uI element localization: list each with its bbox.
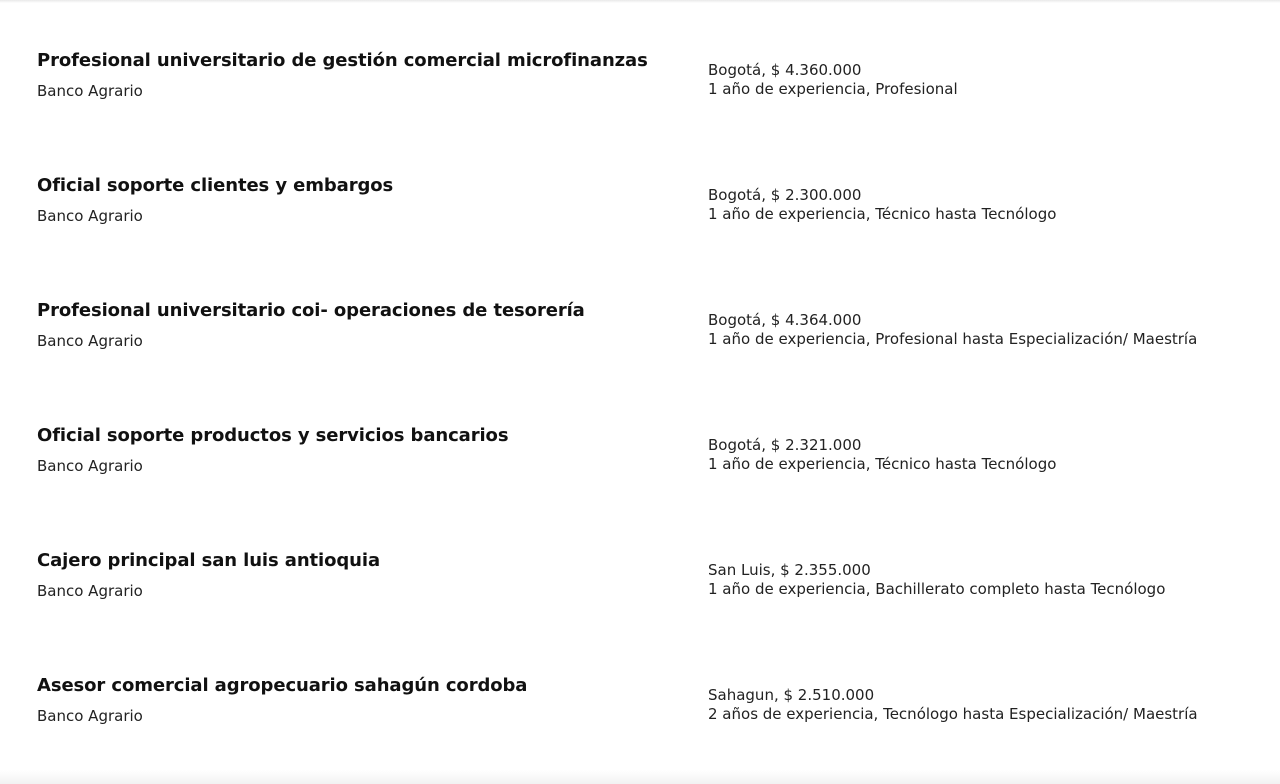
job-title[interactable]: Oficial soporte clientes y embargos — [37, 175, 394, 196]
job-details — [708, 436, 1056, 474]
location-salary: Bogotá, $ 4.364.000 — [708, 311, 862, 329]
company-name: Banco Agrario — [37, 207, 143, 225]
job-listing[interactable] — [0, 250, 1280, 375]
job-listing[interactable] — [0, 125, 1280, 250]
job-details — [708, 61, 958, 99]
job-listing[interactable] — [0, 375, 1280, 500]
company-name: Banco Agrario — [37, 582, 143, 600]
job-title[interactable]: Cajero principal san luis antioquia — [37, 550, 380, 571]
location-salary: San Luis, $ 2.355.000 — [708, 561, 871, 579]
company-name: Banco Agrario — [37, 457, 143, 475]
experience-education: 1 año de experiencia, Técnico hasta Tecnólogo — [708, 205, 1057, 223]
job-title[interactable]: Profesional universitario coi- operaciones de tesorería — [37, 300, 585, 321]
job-details — [708, 686, 1198, 724]
company-name: Banco Agrario — [37, 332, 143, 350]
bottom-fade — [0, 770, 1280, 784]
location-salary: Bogotá, $ 2.321.000 — [708, 436, 862, 454]
experience-education: 1 año de experiencia, Bachillerato completo hasta Tecnólogo — [708, 580, 1166, 598]
job-details — [708, 311, 1197, 349]
job-title[interactable]: Profesional universitario de gestión comercial microfinanzas — [37, 50, 648, 71]
job-details — [708, 186, 1056, 224]
company-name: Banco Agrario — [37, 707, 143, 725]
job-title[interactable]: Asesor comercial agropecuario sahagún cordoba — [37, 675, 528, 696]
location-salary: Sahagun, $ 2.510.000 — [708, 686, 875, 704]
job-listing[interactable] — [0, 0, 1280, 125]
experience-education: 1 año de experiencia, Profesional hasta Especialización/ Maestría — [708, 330, 1198, 348]
experience-education: 1 año de experiencia, Técnico hasta Tecnólogo — [708, 455, 1057, 473]
experience-education: 1 año de experiencia, Profesional — [708, 80, 958, 98]
job-title[interactable]: Oficial soporte productos y servicios bancarios — [37, 425, 509, 446]
experience-education: 2 años de experiencia, Tecnólogo hasta Especialización/ Maestría — [708, 705, 1198, 723]
job-listing[interactable] — [0, 625, 1280, 750]
company-name: Banco Agrario — [37, 82, 143, 100]
location-salary: Bogotá, $ 4.360.000 — [708, 61, 862, 79]
job-listing[interactable] — [0, 500, 1280, 625]
location-salary: Bogotá, $ 2.300.000 — [708, 186, 862, 204]
job-details — [708, 561, 1165, 599]
